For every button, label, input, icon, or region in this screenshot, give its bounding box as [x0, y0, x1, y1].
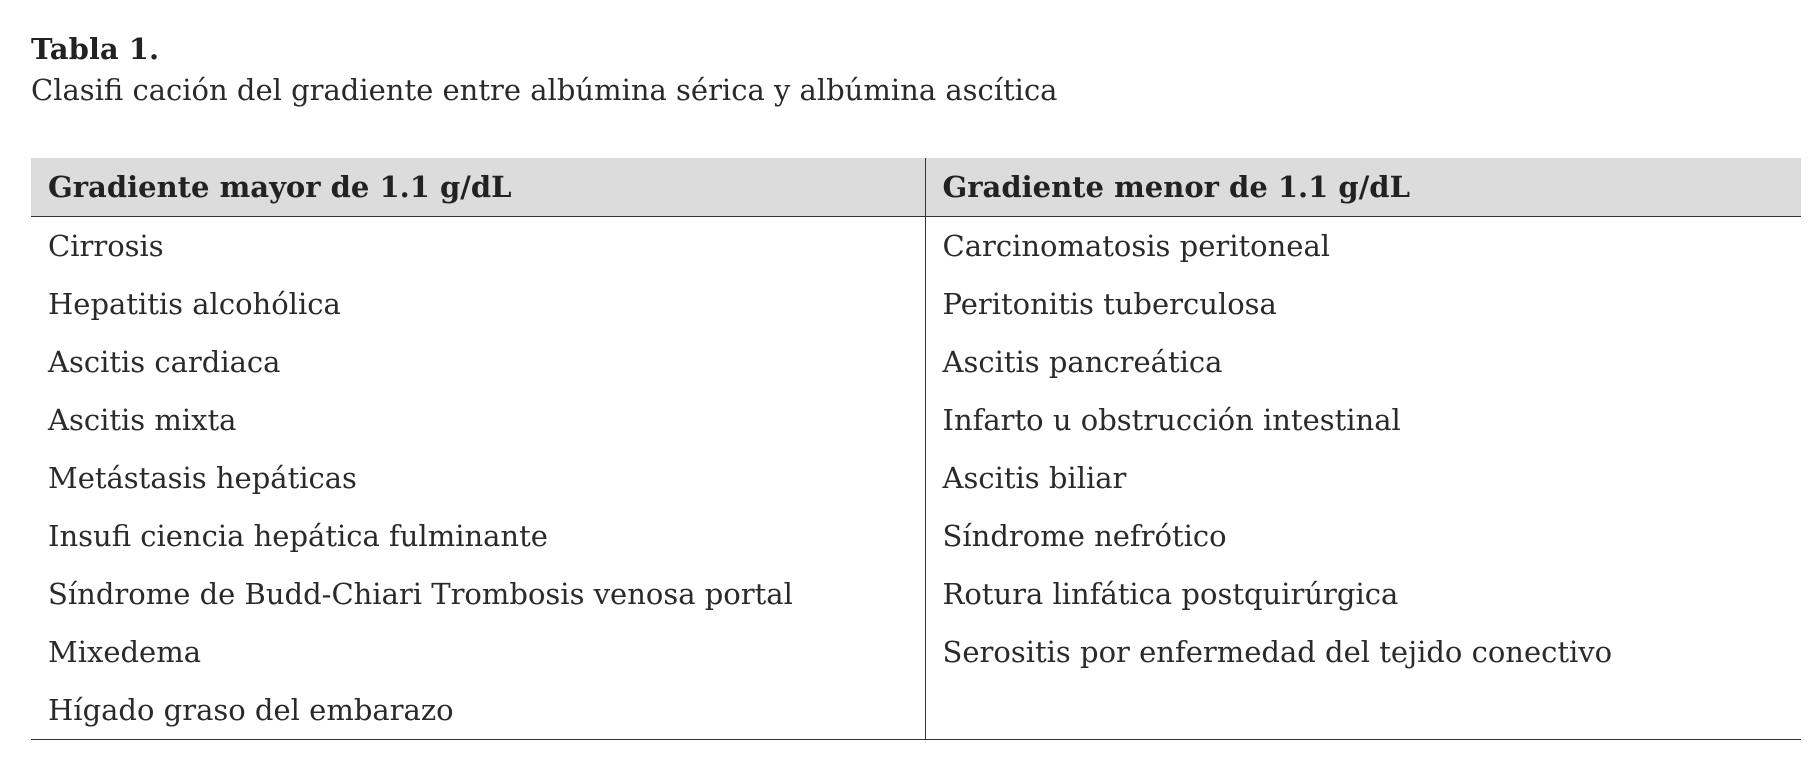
- table-cell-high: Hígado graso del embarazo: [31, 681, 925, 740]
- table-cell-high: Metástasis hepáticas: [48, 461, 357, 495]
- table-cell-high: Hepatitis alcohólica: [48, 287, 341, 321]
- gradient-classification-table: [31, 158, 1801, 740]
- table-container: [31, 158, 1801, 740]
- table-cell-low: Síndrome nefrótico: [925, 507, 1801, 565]
- table-row: [31, 623, 1801, 681]
- table-row: [31, 507, 1801, 565]
- header-gradient-low: Gradiente menor de 1.1 g/dL: [925, 158, 1801, 217]
- table-cell-low: Ascitis pancreática: [925, 333, 1801, 391]
- table-row: [31, 275, 1801, 333]
- header-gradient-high: Gradiente mayor de 1.1 g/dL: [31, 158, 925, 217]
- table-cell-high: Ascitis cardiaca: [48, 345, 281, 379]
- table-label: Tabla 1.: [31, 32, 160, 66]
- table-cell-high: Ascitis mixta: [48, 403, 237, 437]
- table-cell-low: Peritonitis tuberculosa: [925, 275, 1801, 333]
- table-row: [31, 681, 1801, 740]
- table-cell-high: Síndrome de Budd-Chiari Trombosis venosa portal: [48, 577, 793, 611]
- table-header-row: [31, 158, 1801, 217]
- table-caption: Clasifi cación del gradiente entre albúmina sérica y albúmina ascítica: [31, 73, 1058, 107]
- document-page: [31, 28, 1801, 727]
- table-row: [31, 391, 1801, 449]
- table-cell-high: Insufi ciencia hepática fulminante: [48, 519, 548, 553]
- table-cell-low: [925, 681, 1801, 740]
- table-cell-low: Infarto u obstrucción intestinal: [925, 391, 1801, 449]
- table-row: [31, 217, 1801, 276]
- table-cell-low: Ascitis biliar: [925, 449, 1801, 507]
- table-row: [31, 333, 1801, 391]
- table-row: [31, 565, 1801, 623]
- table-cell-low: Rotura linfática postquirúrgica: [925, 565, 1801, 623]
- table-row: [31, 449, 1801, 507]
- table-cell-high: Mixedema: [48, 635, 202, 669]
- table-cell-low: Carcinomatosis peritoneal: [925, 217, 1801, 276]
- table-cell-high: Cirrosis: [48, 229, 164, 263]
- table-cell-low: Serositis por enfermedad del tejido conectivo: [925, 623, 1801, 681]
